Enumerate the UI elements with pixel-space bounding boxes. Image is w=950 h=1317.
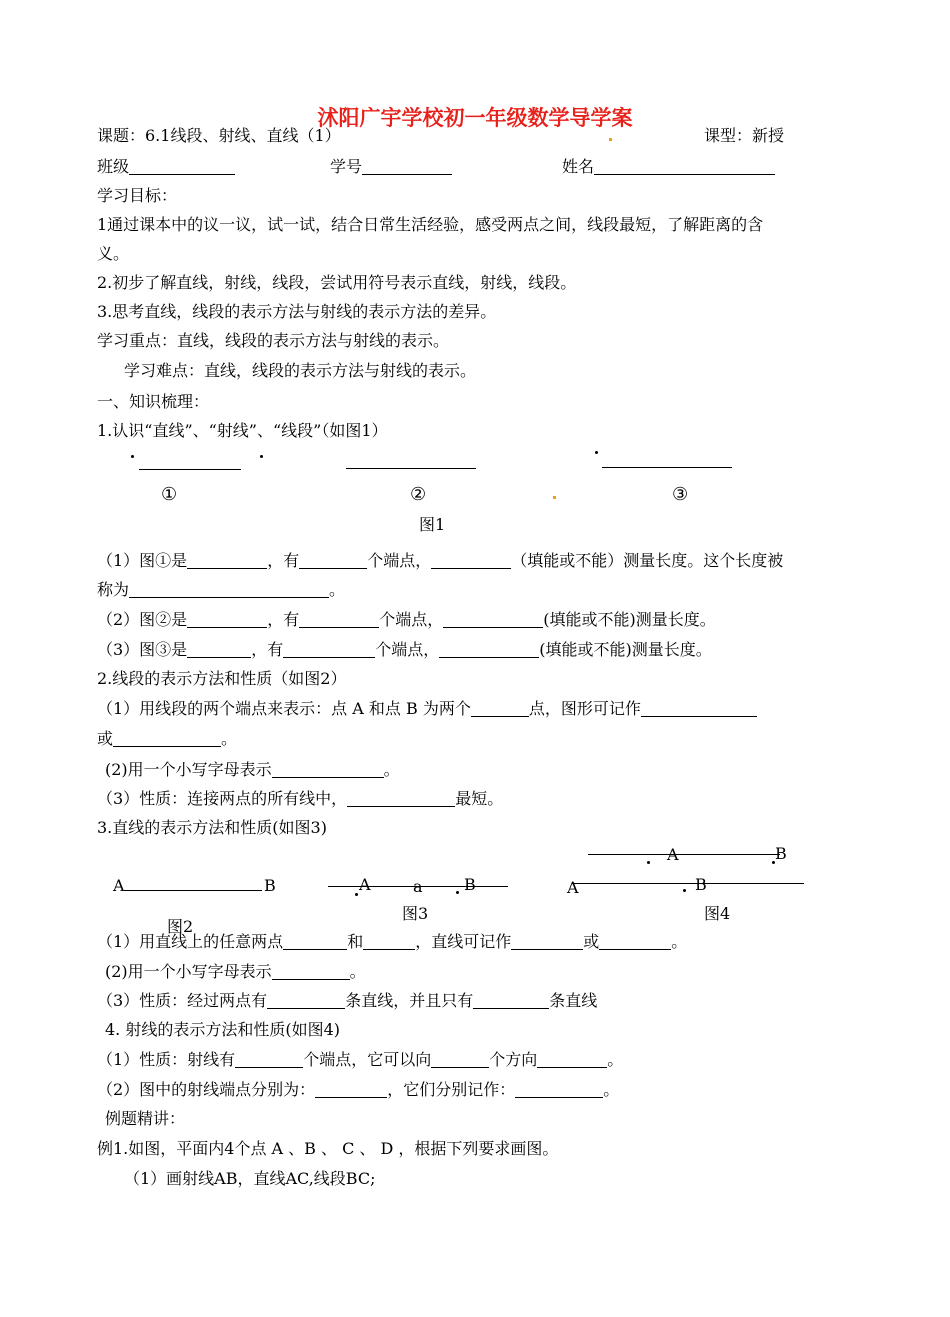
s2-p2-text-a: (2)用一个小写字母表示 [105, 760, 272, 779]
s3-p1-text-d: 或 [583, 932, 600, 951]
fig4-dot [683, 889, 686, 892]
fig3-point-a: A [359, 875, 371, 894]
s4-p1-text-c: 个方向 [489, 1050, 538, 1069]
s3-p2 [105, 962, 366, 982]
fig1-label-1: ① [161, 484, 178, 505]
fig3-point-b: B [464, 875, 476, 894]
s4-blank-3[interactable] [537, 1051, 607, 1068]
goal-1b: 义。 [97, 244, 130, 263]
fig1-line-1 [139, 469, 241, 470]
fig1-line-3 [602, 467, 732, 468]
s3-p1 [97, 932, 687, 952]
stray-mark [553, 496, 556, 499]
q3-blank-1[interactable] [187, 641, 251, 658]
s3-blank-5[interactable] [272, 963, 350, 980]
fig4-dot [647, 861, 650, 864]
s2-p3 [97, 789, 503, 809]
s3-p2-text-b: 。 [349, 962, 366, 981]
fig3-caption: 图3 [402, 904, 429, 923]
difficulty-line: 学习难点：直线，线段的表示方法与射线的表示。 [124, 361, 477, 380]
s2-blank-1[interactable] [471, 700, 529, 717]
q3-text-a: （3）图③是 [97, 640, 188, 659]
s3-blank-1[interactable] [283, 933, 347, 950]
s2-p2-text-b: 。 [383, 760, 400, 779]
q1-blank-1[interactable] [187, 552, 267, 569]
class-row [97, 157, 235, 177]
q3-line [97, 640, 712, 660]
s4-p1-text-d: 。 [607, 1050, 624, 1069]
s2-p1 [97, 699, 757, 719]
section3-heading: 3.直线的表示方法和性质(如图3) [97, 818, 327, 837]
fig1-dot [260, 455, 263, 458]
s2-p1-cont [97, 729, 237, 749]
fig4-ray-top [588, 854, 780, 855]
s3-p1-text-c: ，直线可记作 [415, 932, 512, 951]
s2-p1-text-c: 或 [97, 729, 114, 748]
fig1-label-3: ③ [672, 484, 689, 505]
name-blank[interactable] [594, 158, 775, 175]
s3-p3-text-a: （3）性质：经过两点有 [97, 991, 268, 1010]
q1-text-f: 。 [329, 580, 346, 599]
section4-heading: 4. 射线的表示方法和性质(如图4) [105, 1020, 341, 1039]
s4-p1-text-a: （1）性质：射线有 [97, 1050, 236, 1069]
class-label: 班级 [97, 157, 130, 176]
s4-blank-1[interactable] [235, 1051, 303, 1068]
section1-item1: 1.认识“直线”、“射线”、“线段”（如图1） [97, 421, 388, 440]
q2-text-a: （2）图②是 [97, 610, 188, 629]
fig4-point-a-top: A [667, 845, 679, 864]
s3-blank-6[interactable] [267, 992, 345, 1009]
s4-blank-5[interactable] [515, 1081, 603, 1098]
q1-text-c: 个端点， [367, 551, 432, 570]
s2-p3-text-a: （3）性质：连接两点的所有线中， [97, 789, 348, 808]
q2-text-b: ，有 [267, 610, 300, 629]
goal-3: 3.思考直线，线段的表示方法与射线的表示方法的差异。 [97, 302, 497, 321]
fig2-segment [124, 890, 262, 891]
q1-text-a: （1）图①是 [97, 551, 188, 570]
q1-line [97, 551, 783, 571]
q2-text-d: (填能或不能)测量长度。 [543, 610, 716, 629]
s2-blank-2[interactable] [641, 700, 757, 717]
goal-2: 2.初步了解直线，射线，线段，尝试用符号表示直线，射线，线段。 [97, 273, 577, 292]
fig2-point-b: B [264, 876, 276, 895]
s4-p2-text-c: 。 [603, 1080, 620, 1099]
s3-p1-text-a: （1）用直线上的任意两点 [97, 932, 284, 951]
q2-blank-1[interactable] [187, 611, 267, 628]
s3-p3-text-c: 条直线 [549, 991, 598, 1010]
s4-p1 [97, 1050, 623, 1070]
q1-text-b: ，有 [267, 551, 300, 570]
name-label: 姓名 [562, 157, 595, 176]
s2-blank-4[interactable] [272, 761, 384, 778]
s3-p3 [97, 991, 597, 1011]
s2-p1-text-a: （1）用线段的两个端点来表示：点 A 和点 B 为两个 [97, 699, 471, 718]
fig2-caption: 图2 [167, 917, 194, 936]
q3-blank-3[interactable] [439, 641, 539, 658]
q1-line-2 [97, 580, 345, 600]
s3-p1-text-b: 和 [347, 932, 364, 951]
fig4-caption: 图4 [704, 904, 731, 923]
lesson-type: 课型：新授 [704, 126, 785, 145]
q1-blank-4[interactable] [129, 581, 329, 598]
s3-blank-4[interactable] [599, 933, 671, 950]
s4-p2-text-a: （2）图中的射线端点分别为： [97, 1080, 316, 1099]
s2-blank-5[interactable] [347, 790, 455, 807]
s3-p3-text-b: 条直线，并且只有 [345, 991, 474, 1010]
focus-line: 学习重点：直线，线段的表示方法与射线的表示。 [97, 331, 450, 350]
fig4-point-a-bottom: A [567, 878, 579, 897]
s2-p1-text-b: 点，图形可记作 [528, 699, 641, 718]
s3-p1-text-e: 。 [671, 932, 688, 951]
q3-blank-2[interactable] [283, 641, 375, 658]
s3-blank-3[interactable] [511, 933, 583, 950]
q1-blank-2[interactable] [299, 552, 367, 569]
examples-heading: 例题精讲： [105, 1109, 186, 1128]
fig1-caption: 图1 [419, 515, 446, 534]
s2-p2 [105, 760, 400, 780]
fig3-small-a: a [413, 877, 423, 896]
goals-heading: 学习目标： [97, 186, 178, 205]
q2-line [97, 610, 716, 630]
goal-1a: 1通过课本中的议一议，试一试，结合日常生活经验，感受两点之间，线段最短，了解距离的含 [97, 215, 764, 234]
q1-blank-3[interactable] [431, 552, 511, 569]
fig3-dot-b [456, 891, 459, 894]
student-no-blank[interactable] [362, 158, 452, 175]
fig1-label-2: ② [410, 484, 427, 505]
fig1-line-2 [346, 468, 476, 469]
fig2-point-a: A [113, 876, 125, 895]
page-title: 沭阳广宇学校初一年级数学导学案 [317, 106, 633, 130]
fig4-ray-bottom [572, 883, 804, 884]
s4-p2 [97, 1080, 619, 1100]
section2-heading: 2.线段的表示方法和性质（如图2） [97, 669, 347, 688]
fig1-dot [595, 451, 598, 454]
q3-text-d: (填能或不能)测量长度。 [539, 640, 712, 659]
q1-text-d: （填能或不能）测量长度。这个长度被 [511, 551, 784, 570]
q2-text-c: 个端点， [379, 610, 444, 629]
s4-blank-2[interactable] [431, 1051, 489, 1068]
topic-line: 课题：6.1线段、射线、直线（1） [97, 126, 341, 145]
q3-text-b: ，有 [251, 640, 284, 659]
fig3-dot-a [355, 893, 358, 896]
s3-blank-2[interactable] [363, 933, 415, 950]
fig1-dot [131, 455, 134, 458]
example-1-part-1: （1）画射线AB，直线AC,线段BC; [124, 1169, 376, 1188]
class-blank[interactable] [129, 158, 235, 175]
example-1: 例1.如图，平面内4个点 A 、B 、 C 、 D ，根据下列要求画图。 [97, 1139, 559, 1158]
stray-mark [609, 138, 612, 141]
section1-heading: 一、知识梳理： [97, 392, 210, 411]
q1-text-e: 称为 [97, 580, 130, 599]
s2-p3-text-b: 最短。 [455, 789, 504, 808]
s4-blank-4[interactable] [315, 1081, 387, 1098]
name-row [562, 157, 775, 177]
s2-blank-3[interactable] [113, 730, 221, 747]
fig4-point-b-top: B [775, 844, 787, 863]
s4-p1-text-b: 个端点，它可以向 [303, 1050, 432, 1069]
fig4-point-b-bottom: B [695, 875, 707, 894]
q2-blank-2[interactable] [299, 611, 379, 628]
s4-p2-text-b: ，它们分别记作： [387, 1080, 516, 1099]
q2-blank-3[interactable] [443, 611, 543, 628]
s3-blank-7[interactable] [473, 992, 549, 1009]
q3-text-c: 个端点， [375, 640, 440, 659]
s3-p2-text-a: (2)用一个小写字母表示 [105, 962, 272, 981]
student-no-label: 学号 [330, 157, 363, 176]
s2-p1-text-d: 。 [221, 729, 238, 748]
student-no-row [330, 157, 452, 177]
